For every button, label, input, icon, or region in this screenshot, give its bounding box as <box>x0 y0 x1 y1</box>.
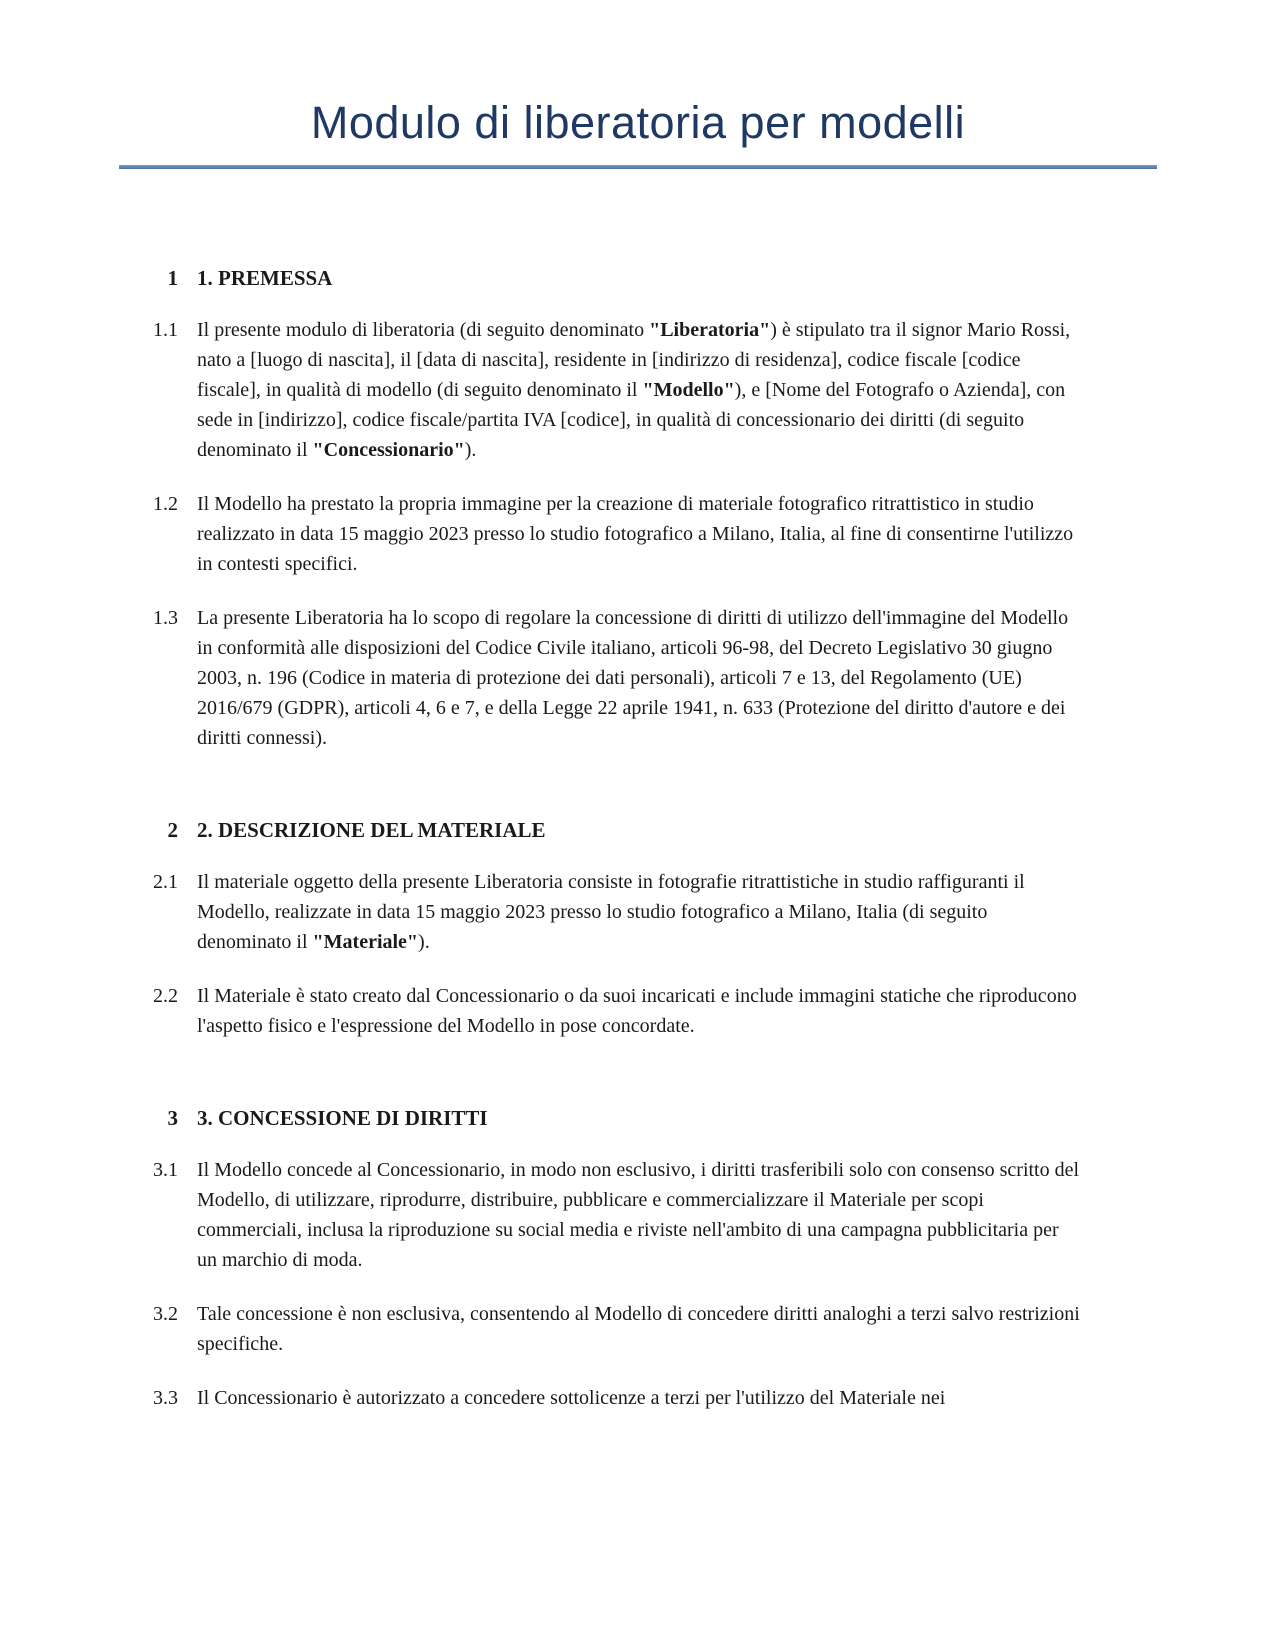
section-heading-text: 1. PREMESSA <box>197 266 333 290</box>
section-number: 2 <box>167 818 178 842</box>
section-heading-text: 2. DESCRIZIONE DEL MATERIALE <box>197 818 546 842</box>
clause-text: Il Materiale è stato creato dal Concessionario o da suoi incaricati e include immagini statiche che riproducono l'aspetto fisico e l'espressione del Modello in pose concordate. <box>197 985 1077 1037</box>
clause-number: 1.3 <box>153 607 178 629</box>
clause-row <box>119 981 1157 1041</box>
clause-number: 3.3 <box>153 1387 178 1409</box>
clause-text: Il Modello concede al Concessionario, in modo non esclusivo, i diritti trasferibili solo con consenso scritto del Modello, di utilizzare, riprodurre, distribuire, pubblicare e commercializzare il Materiale per scopi commerciali, inclusa la riproduzione su social media e riviste nell'ambito di una campagna pubblicitaria per un marchio di moda. <box>197 1159 1080 1271</box>
clause-text: La presente Liberatoria ha lo scopo di regolare la concessione di diritti di utilizzo dell'immagine del Modello in conformità alle disposizioni del Codice Civile italiano, articoli 96-98, del Decreto Legislativo 30 giugno 2003, n. 196 (Codice in materia di protezione dei dati personali), articoli 7 e 13, del Regolamento (UE) 2016/679 (GDPR), articoli 4, 6 e 7, e della Legge 22 aprile 1941, n. 633 (Protezione del diritto d'autore e dei diritti connessi). <box>197 607 1069 749</box>
title-rule-divider <box>119 165 1157 169</box>
clause-row <box>119 489 1157 579</box>
section-number: 1 <box>167 266 178 290</box>
clause-row <box>119 315 1157 465</box>
section-heading-text: 3. CONCESSIONE DI DIRITTI <box>197 1106 488 1130</box>
clause-number: 1.2 <box>153 493 178 515</box>
section-heading-row <box>119 817 1157 843</box>
clause-number: 3.1 <box>153 1159 178 1181</box>
clause-text: Il presente modulo di liberatoria (di seguito denominato "Liberatoria") è stipulato tra il signor Mario Rossi, nato a [luogo di nascita], il [data di nascita], residente in [indirizzo di residenza], codice fiscale [codice fiscale], in qualità di modello (di seguito denominato il "Modello"), e [Nome del Fotografo o Azienda], con sede in [indirizzo], codice fiscale/partita IVA [codice], in qualità di concessionario dei diritti (di seguito denominato il "Concessionario"). <box>197 319 1071 461</box>
clause-number: 3.2 <box>153 1303 178 1325</box>
clause-number: 2.1 <box>153 871 178 893</box>
clause-text: Il Modello ha prestato la propria immagine per la creazione di materiale fotografico ritrattistico in studio realizzato in data 15 maggio 2023 presso lo studio fotografico a Milano, Italia, al fine di consentirne l'utilizzo in contesti specifici. <box>197 493 1074 575</box>
clause-row <box>119 867 1157 957</box>
clause-number: 1.1 <box>153 319 178 341</box>
clause-text: Il Concessionario è autorizzato a concedere sottolicenze a terzi per l'utilizzo del Materiale nei <box>197 1387 946 1409</box>
document-title: Modulo di liberatoria per modelli <box>310 97 966 148</box>
clause-row <box>119 1383 1157 1413</box>
clause-text: Tale concessione è non esclusiva, consentendo al Modello di concedere diritti analoghi a terzi salvo restrizioni specifiche. <box>197 1303 1080 1355</box>
section-heading-row <box>119 1105 1157 1131</box>
section-number: 3 <box>167 1106 178 1130</box>
document-body <box>119 265 1157 1413</box>
clause-row <box>119 603 1157 753</box>
clause-row <box>119 1155 1157 1275</box>
clause-number: 2.2 <box>153 985 178 1007</box>
section-heading-row <box>119 265 1157 291</box>
clause-text: Il materiale oggetto della presente Liberatoria consiste in fotografie ritrattistiche in studio raffiguranti il Modello, realizzate in data 15 maggio 2023 presso lo studio fotografico a Milano, Italia (di seguito denominato il "Materiale"). <box>197 871 1025 953</box>
clause-row <box>119 1299 1157 1359</box>
